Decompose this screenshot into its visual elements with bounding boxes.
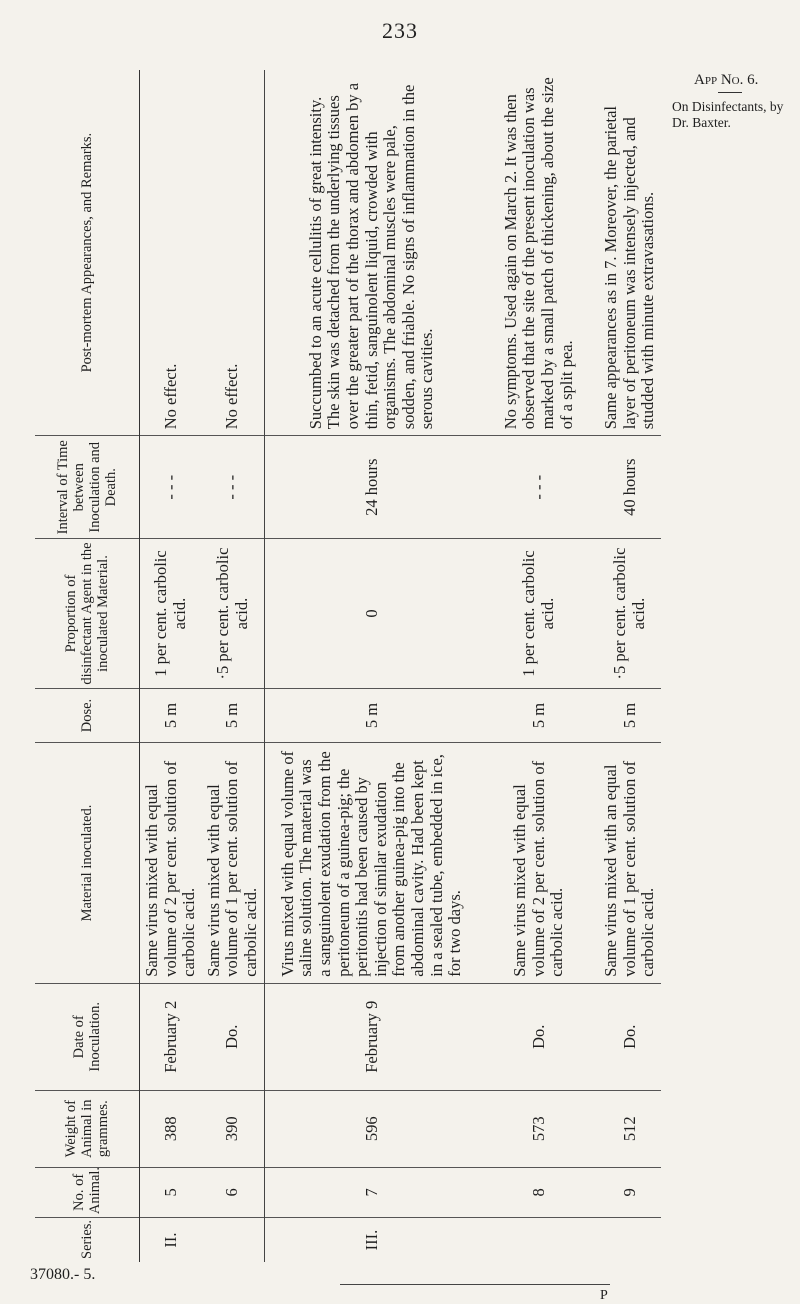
cell-interval: - - -: [140, 436, 202, 539]
cell-interval: - - -: [479, 436, 599, 539]
table-row: [479, 70, 599, 1262]
header-proportion: Proportion of disinfectant Agent in the inoculated Material.: [35, 539, 140, 689]
table-row: [599, 70, 661, 1262]
cell-remarks: Succumbed to an acute cellulitis of great intensity. The skin was detached from the underlying tissues over the greater part of the thorax and abdomen by a thin, fetid, sanguinolent liquid, crowded with organisms. The abdominal muscles were pale, sodden, and friable. No signs of inflammation in the serous cavities.: [264, 70, 479, 436]
side-rule: [718, 92, 742, 93]
cell-interval: - - -: [202, 436, 264, 539]
side-title: On Disinfectants, by Dr. Baxter.: [672, 99, 784, 130]
cell-weight: 390: [202, 1090, 264, 1167]
footer-code: 37080.- 5.: [30, 1266, 96, 1283]
cell-proportion: ·5 per cent. carbolic acid.: [202, 539, 264, 689]
cell-remarks: Same appearances as in 7. Moreover, the parietal layer of peritoneum was intensely injected, and studded with minute extravasations.: [599, 70, 661, 436]
cell-dose: 5 m: [202, 688, 264, 743]
cell-weight: 596: [264, 1090, 479, 1167]
cell-interval: 40 hours: [599, 436, 661, 539]
cell-series: [202, 1218, 264, 1262]
header-weight: Weight of Animal in grammes.: [35, 1090, 140, 1167]
cell-proportion: 1 per cent. carbolic acid.: [479, 539, 599, 689]
table-header-row: [35, 70, 140, 1262]
header-series: Series.: [35, 1218, 140, 1262]
cell-dose: 5 m: [599, 688, 661, 743]
cell-proportion: 0: [264, 539, 479, 689]
cell-series: [479, 1218, 599, 1262]
header-dose: Dose.: [35, 688, 140, 743]
cell-date: Do.: [479, 983, 599, 1090]
cell-remarks: No effect.: [140, 70, 202, 436]
page-number: 233: [382, 18, 418, 43]
cell-dose: 5 m: [479, 688, 599, 743]
cell-proportion: ·5 per cent. carbolic acid.: [599, 539, 661, 689]
cell-remarks: No symptoms. Used again on March 2. It was then observed that the site of the present inoculation was marked by a small patch of thickening, about the size of a split pea.: [479, 70, 599, 436]
cell-material: Same virus mixed with an equal volume of 1 per cent. solution of carbolic acid.: [599, 743, 661, 983]
header-animal-no: No. of Animal.: [35, 1167, 140, 1218]
cell-weight: 512: [599, 1090, 661, 1167]
cell-proportion: 1 per cent. carbolic acid.: [140, 539, 202, 689]
cell-weight: 388: [140, 1090, 202, 1167]
cell-dose: 5 m: [140, 688, 202, 743]
cell-interval: 24 hours: [264, 436, 479, 539]
cell-weight: 573: [479, 1090, 599, 1167]
header-date: Date of Inoculation.: [35, 983, 140, 1090]
cell-dose: 5 m: [264, 688, 479, 743]
cell-series: [599, 1218, 661, 1262]
cell-remarks: No effect.: [202, 70, 264, 436]
cell-date: February 9: [264, 983, 479, 1090]
appendix-label: App No. 6.: [694, 72, 759, 88]
table-row: [140, 70, 202, 1262]
footer-rule: [340, 1284, 610, 1285]
header-interval: Interval of Time between Inoculation and Death.: [35, 436, 140, 539]
cell-date: Do.: [202, 983, 264, 1090]
cell-animal-no: 8: [479, 1167, 599, 1218]
cell-series: III.: [361, 1229, 381, 1251]
cell-material: Same virus mixed with equal volume of 2 per cent. solution of carbolic acid.: [140, 743, 202, 983]
table-row: [202, 70, 264, 1262]
cell-animal-no: 5: [140, 1167, 202, 1218]
experiment-table-rotated: [35, 70, 658, 1262]
experiment-table: [35, 70, 661, 1262]
cell-series: II.: [160, 1232, 180, 1248]
footer-mark: P: [600, 1288, 608, 1303]
cell-date: Do.: [599, 983, 661, 1090]
table-row: [264, 70, 479, 1262]
cell-animal-no: 6: [202, 1167, 264, 1218]
cell-animal-no: 9: [599, 1167, 661, 1218]
cell-animal-no: 7: [264, 1167, 479, 1218]
cell-date: February 2: [140, 983, 202, 1090]
side-note: [672, 72, 798, 131]
header-material: Material inoculated.: [35, 743, 140, 983]
header-remarks: Post-mortem Appearances, and Remarks.: [35, 70, 140, 436]
cell-material: Same virus mixed with equal volume of 1 per cent. solution of carbolic acid.: [202, 743, 264, 983]
cell-material: Virus mixed with equal volume of saline solution. The material was a sanguinolent exudation from the peritoneum of a guinea-pig; the peritonitis had been caused by injection of similar exudation from another guinea-pig into the abdominal cavity. Had been kept in a sealed tube, embedded in ice, for two days.: [264, 743, 479, 983]
cell-material: Same virus mixed with equal volume of 2 per cent. solution of carbolic acid.: [479, 743, 599, 983]
